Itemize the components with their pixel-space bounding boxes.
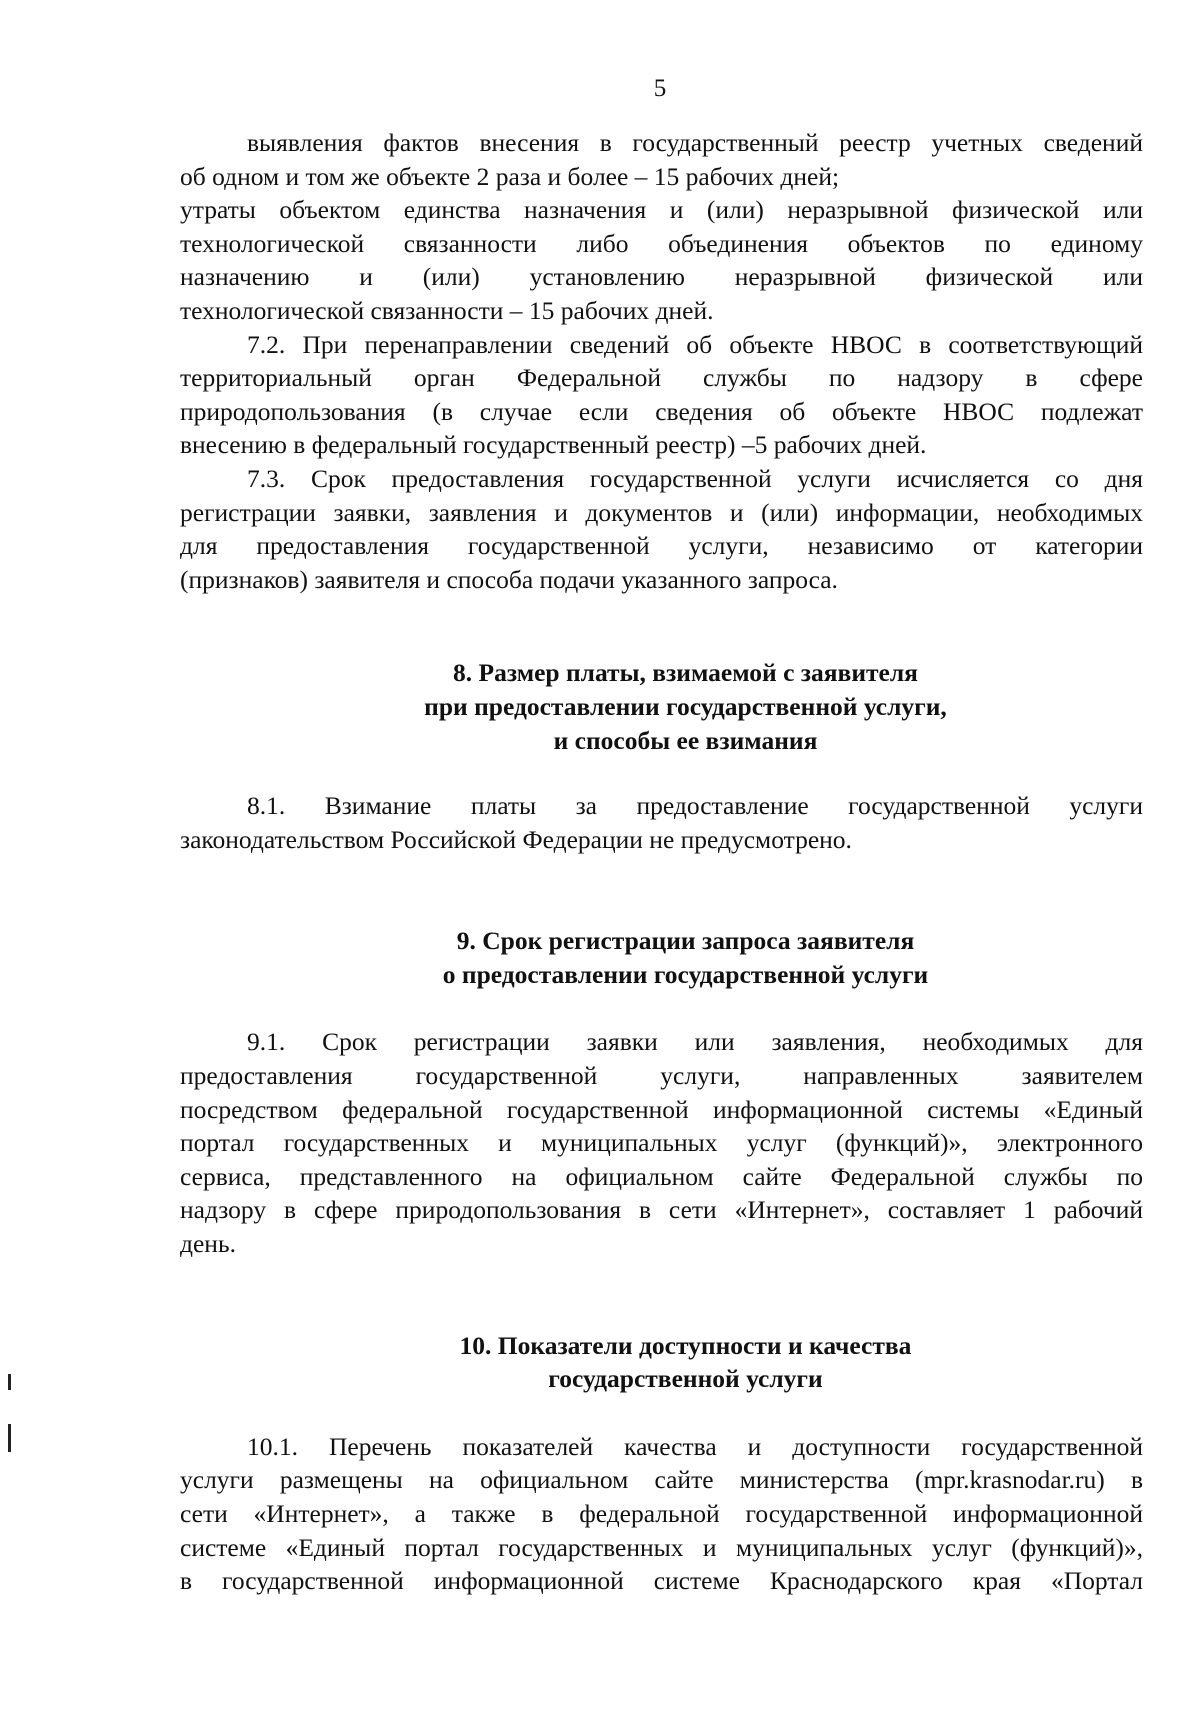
text-line: (признаков) заявителя и способа подачи указанного запроса. [180, 564, 838, 594]
text-line: посредством федеральной государственной информационной системы «Единый [180, 1094, 1143, 1124]
text-line: утраты объектом единства назначения и (или) неразрывной физической или [180, 195, 1143, 225]
text-line: день. [180, 1229, 236, 1259]
document-body [180, 126, 1143, 1598]
text-line: 9.1. Срок регистрации заявки или заявления, необходимых для [247, 1027, 1143, 1057]
text-line: внесению в федеральный государственный реестр) –5 рабочих дней. [180, 430, 927, 460]
paragraph-10-1 [180, 1430, 1143, 1598]
text-line: территориальный орган Федеральной службы по надзору в сфере [180, 363, 1143, 393]
text-line: об одном и том же объекте 2 раза и более – 15 рабочих дней; [180, 161, 840, 191]
text-line: для предоставления государственной услуги, независимо от категории [180, 531, 1143, 561]
heading-line: при предоставлении государственной услуги, [424, 691, 947, 721]
text-line: 7.2. При перенаправлении сведений об объекте НВОС в соответствующий [247, 329, 1143, 359]
text-line: технологической связанности либо объединения объектов по единому [180, 228, 1143, 258]
text-line: регистрации заявки, заявления и документов и (или) информации, необходимых [180, 497, 1143, 527]
text-line: 8.1. Взимание платы за предоставление государственной услуги [247, 791, 1143, 821]
scan-margin-mark [8, 1374, 11, 1390]
text-line: в государственной информационной системе Краснодарского края «Портал [180, 1566, 1143, 1596]
scan-margin-mark [8, 1424, 11, 1452]
heading-line: о предоставлении государственной услуги [442, 959, 929, 989]
text-line: сервиса, представленного на официальном сайте Федеральной службы по [180, 1161, 1143, 1191]
text-line: надзору в сфере природопользования в сети «Интернет», составляет 1 рабочий [180, 1195, 1143, 1225]
section-8-heading [180, 656, 1143, 757]
text-line: предоставления государственной услуги, направленных заявителем [180, 1061, 1143, 1091]
text-line: выявления фактов внесения в государственный реестр учетных сведений [247, 128, 1143, 157]
text-line: 7.3. Срок предоставления государственной услуги исчисляется со дня [247, 463, 1143, 493]
text-line: сети «Интернет», а также в федеральной государственной информационной [180, 1499, 1143, 1528]
text-line: законодательством Российской Федерации не предусмотрено. [180, 824, 852, 854]
text-line: портал государственных и муниципальных услуг (функций)», электронного [180, 1128, 1143, 1158]
paragraph-7-2 [180, 328, 1143, 462]
text-line: природопользования (в случае если сведения об объекте НВОС подлежат [180, 396, 1143, 426]
text-line: 10.1. Перечень показателей качества и доступности государственной [247, 1431, 1143, 1461]
heading-line: 9. Срок регистрации запроса заявителя [456, 926, 915, 956]
paragraph-8-1 [180, 789, 1143, 856]
heading-line: 10. Показатели доступности и качества [459, 1330, 912, 1360]
text-line: назначению и (или) установлению неразрывной физической или [180, 262, 1143, 292]
heading-line: 8. Размер платы, взимаемой с заявителя [453, 658, 918, 688]
text-line: системе «Единый портал государственных и муниципальных услуг (функций)», [180, 1532, 1143, 1562]
paragraph-9-1 [180, 1025, 1143, 1260]
paragraph-violations-list [180, 126, 1143, 328]
page-number: 5 [653, 75, 667, 102]
text-line: услуги размещены на официальном сайте министерства (mpr.krasnodar.ru) в [180, 1465, 1143, 1495]
section-9-heading [180, 924, 1143, 991]
heading-line: государственной услуги [548, 1364, 823, 1394]
heading-line: и способы ее взимания [553, 725, 818, 755]
paragraph-7-3 [180, 462, 1143, 596]
section-10-heading [180, 1329, 1143, 1396]
text-line: технологической связанности – 15 рабочих дней. [180, 295, 714, 325]
